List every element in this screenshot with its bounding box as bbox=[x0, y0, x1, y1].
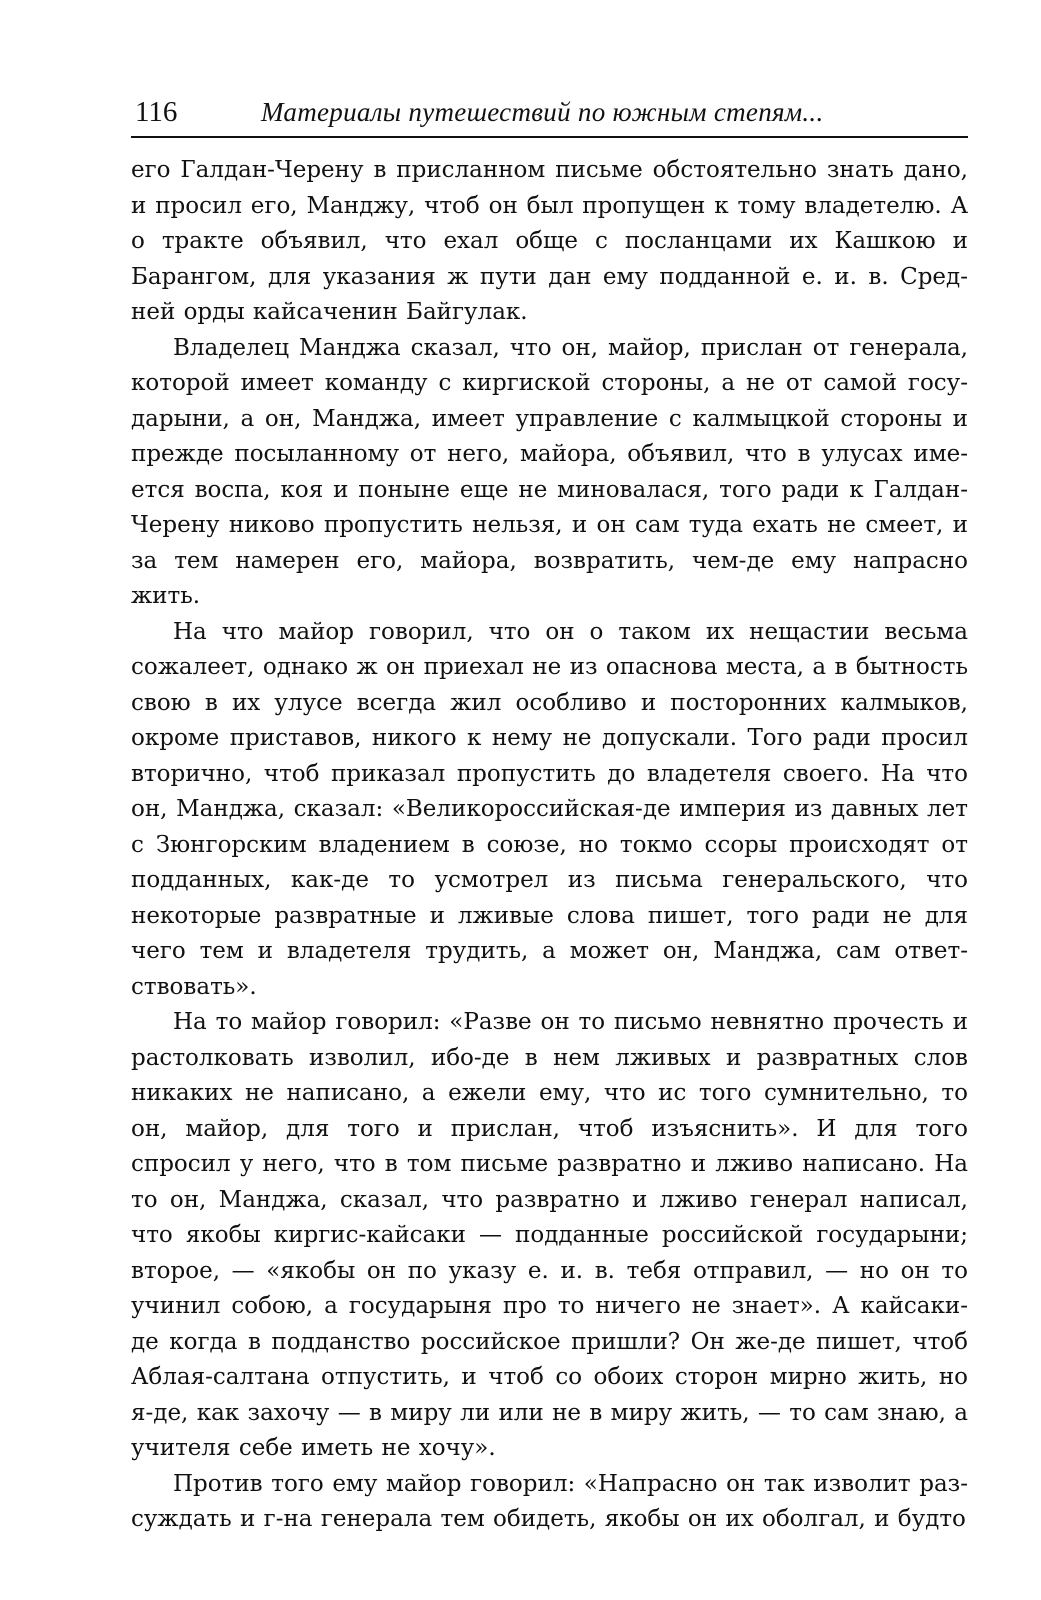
paragraph-2: Владелец Манджа сказал, что он, майор, прислан от генерала, которой имеет команду с киргиской стороны, а не от самой государыни, а он, Манджа, имеет управление с калмыцкой стороны и прежде посыланному от него, майора, объявил, что в улусах имеется воспа, коя и поныне еще не миновалася, того ради к Галдан-Черену никово пропустить нельзя, и он сам туда ехать не смеет, и за тем намерен его, майора, возвратить, чем-де ему напрасно жить. bbox=[131, 334, 968, 609]
running-header bbox=[131, 92, 968, 138]
body-text bbox=[131, 153, 968, 1538]
paragraph-5: Против того ему майор говорил: «Напрасно он так изволит разсуждать и г-на генерала тем обидеть, якобы он их оболгал, и будто bbox=[131, 1470, 968, 1532]
paragraph-4: На то майор говорил: «Разве он то письмо невнятно прочесть и растолковать изволил, ибо-де в нем лживых и развратных слов никаких не написано, а ежели ему, что ис того сумнительно, то он, майор, для того и прислан, чтоб изъяснить». И для того спросил у него, что в том письме развратно и лживо написано. На то он, Манджа, сказал, что развратно и лживо генерал написал, что якобы киргис-кайсаки — подданные российской государыни; второе, — «якобы он по указу е. и. в. тебя отправил, — но он то учинил собою, а государыня про то ничего не знает». А кайсаки-де когда в подданство российское пришли? Он же-де пишет, чтоб Аблая-салтана отпустить, и чтоб со обоих сторон мирно жить, но я-де, как захочу — в миру ли или не в миру жить, — то сам знаю, а учителя себе иметь не хочу». bbox=[131, 1009, 968, 1461]
paragraph-1: его Галдан-Черену в присланном письме обстоятельно знать дано, и просил его, Манджу, чтоб он был пропущен к тому владетелю. А о тракте объявил, что ехал обще с посланцами их Кашкою и Барангом, для указания ж пути дан ему подданной е. и. в. Средней орды кайсаченин Байгулак. bbox=[131, 157, 968, 325]
running-title: Материалы путешествий по южным степям... bbox=[261, 97, 824, 127]
page-number: 116 bbox=[135, 96, 178, 128]
paragraph-3: На что майор говорил, что он о таком их нещастии весьма сожалеет, однако ж он приехал не из опаснова места, а в бытность свою в их улусе всегда жил особливо и посторонних калмыков, окроме приставов, никого к нему не допускали. Того ради просил вторично, чтоб приказал пропустить до владетеля своего. На что он, Манджа, сказал: «Великороссийская-де империя из давных лет с Зюнгорским владением в союзе, но токмо ссоры происходят от подданных, как-де то усмотрел из письма генеральского, что некоторые развратные и лживые слова пишет, того ради не для чего тем и владетеля трудить, а может он, Манджа, сам ответствовать». bbox=[131, 618, 968, 1000]
